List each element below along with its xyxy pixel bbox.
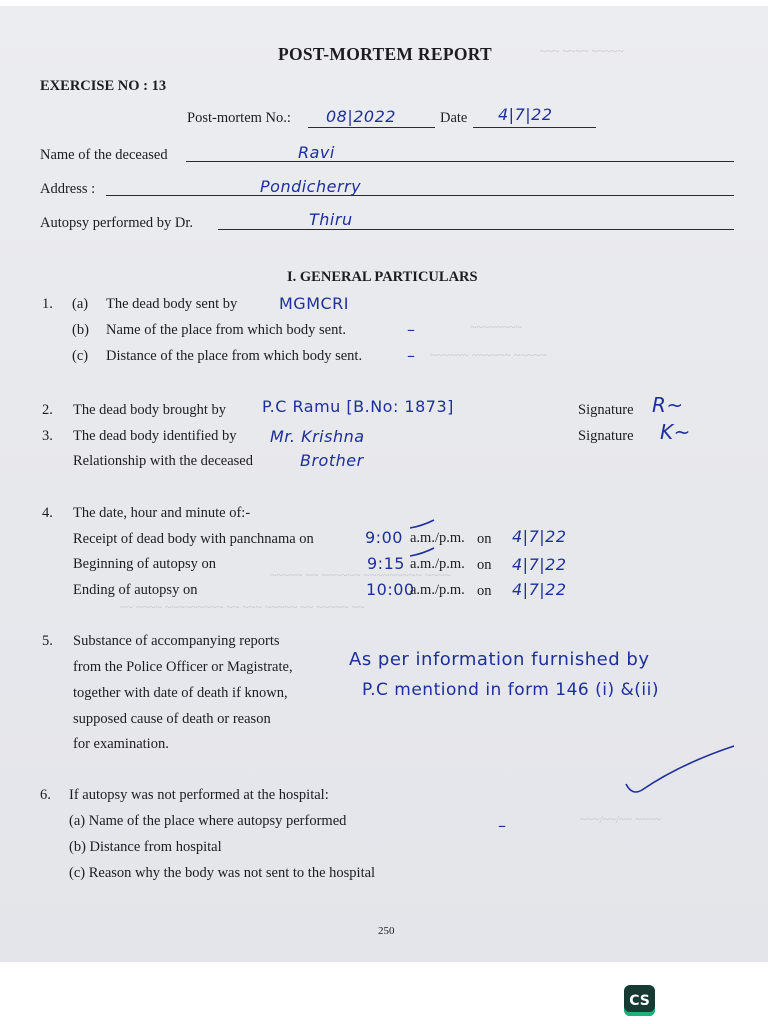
relationship-label: Relationship with the deceased [73,453,253,469]
autopsy-begin-time: 9:15 [367,554,405,573]
autopsy-begin-on: on [477,557,492,573]
item-3-signature-label: Signature [578,428,634,444]
item-3-number: 3. [42,428,53,444]
doctor-label: Autopsy performed by Dr. [40,215,194,231]
item-5-line-5: for examination. [73,736,169,752]
address-line [106,195,734,196]
item-4-number: 4. [42,505,53,521]
item-2-signature-label: Signature [578,402,634,418]
bleed-through-text: ~~~~~~ ~~~~~~ ~~~~~ [430,348,547,362]
pm-no-label: Post-mortem No.: [187,110,291,126]
item-6b-text: (b) Distance from hospital [69,839,222,855]
pm-no-line [308,127,435,128]
item-5-line-1: Substance of accompanying reports [73,633,280,649]
item-4-text: The date, hour and minute of:- [73,505,251,521]
tick-mark-icon [408,518,438,532]
item-2-signature: R~ [652,393,684,417]
doctor-line [218,229,734,230]
date-label: Date [440,110,468,126]
bleed-through-text: ~~~~~~~~ [470,320,522,334]
item-5-line-4: supposed cause of death or reason [73,711,271,727]
check-mark-icon [620,744,740,800]
item-1b-text: Name of the place from which body sent. [106,322,346,338]
receipt-label: Receipt of dead body with panchnama on [73,531,314,547]
item-1c-text: Distance of the place from which body sent. [106,348,363,364]
tick-mark-icon [408,546,438,560]
item-2-text: The dead body brought by [73,402,227,418]
item-6a-value: – [498,816,507,835]
item-5-line-2: from the Police Officer or Magistrate, [73,659,293,675]
item-5-handwriting-2: P.C mentiond in form 146 (i) &(ii) [362,680,659,700]
section-title: I. GENERAL PARTICULARS [287,269,478,285]
exercise-number: EXERCISE NO : 13 [40,78,167,94]
item-1a-text: The dead body sent by [106,296,238,312]
pm-no-value: 08|2022 [326,107,396,126]
autopsy-end-label: Ending of autopsy on [73,582,198,598]
item-1a-tag: (a) [72,296,89,312]
item-5-number: 5. [42,633,53,649]
address-value: Pondicherry [260,177,362,196]
bleed-through-text: ~~ ~~~~ ~~~~~~~~~ ~~ ~~~ ~~~~~ ~~ ~~~~~ ~~ [120,600,365,614]
bleed-through-text: ~~~ ~~~~ ~~~~~ [540,44,624,58]
item-3-value: Mr. Krishna [270,427,365,446]
receipt-ampm: a.m./p.m. [410,530,465,546]
item-1c-tag: (c) [72,348,89,364]
bleed-through-text: ~~~~~ ~~ ~~~~~~ ~~~~~~~~~ ~~~~ [270,568,451,582]
page-number: 250 [378,925,395,937]
autopsy-begin-label: Beginning of autopsy on [73,556,216,572]
deceased-line [186,161,734,162]
autopsy-end-ampm: a.m./p.m. [410,582,465,598]
relationship-value: Brother [300,451,364,470]
deceased-value: Ravi [298,143,335,162]
item-6c-text: (c) Reason why the body was not sent to the hospital [69,865,376,881]
deceased-label: Name of the deceased [40,147,168,163]
item-5-handwriting-1: As per information furnished by [349,649,650,670]
item-1-number: 1. [42,296,53,312]
report-title: POST-MORTEM REPORT [278,44,493,64]
item-3-signature: K~ [660,420,691,444]
item-5-line-3: together with date of death if known, [73,685,288,701]
item-6a-text: (a) Name of the place where autopsy performed [69,813,347,829]
item-1c-value: – [407,346,416,365]
item-1b-value: – [407,320,416,339]
item-2-value: P.C Ramu [B.No: 1873] [262,397,454,416]
receipt-date: 4|7|22 [512,527,567,546]
item-1a-value: MGMCRI [279,294,350,313]
date-line [473,127,596,128]
autopsy-end-date: 4|7|22 [512,580,567,599]
receipt-time: 9:00 [365,528,403,547]
autopsy-end-time: 10:00 [366,580,415,599]
date-value: 4|7|22 [498,105,553,124]
report-page [0,6,768,962]
item-6-number: 6. [40,787,51,803]
item-3-text: The dead body identified by [73,428,237,444]
doctor-value: Thiru [309,210,353,229]
autopsy-begin-date: 4|7|22 [512,555,567,574]
item-2-number: 2. [42,402,53,418]
address-label: Address : [40,181,96,197]
autopsy-end-on: on [477,583,492,599]
item-1b-tag: (b) [72,322,89,338]
camscanner-logo: CS [624,985,655,1016]
bleed-through-text: ~~~/~~/~~ ~~~~ [580,812,662,826]
autopsy-begin-ampm: a.m./p.m. [410,556,465,572]
item-6-text: If autopsy was not performed at the hospital: [69,787,329,803]
receipt-on: on [477,531,492,547]
